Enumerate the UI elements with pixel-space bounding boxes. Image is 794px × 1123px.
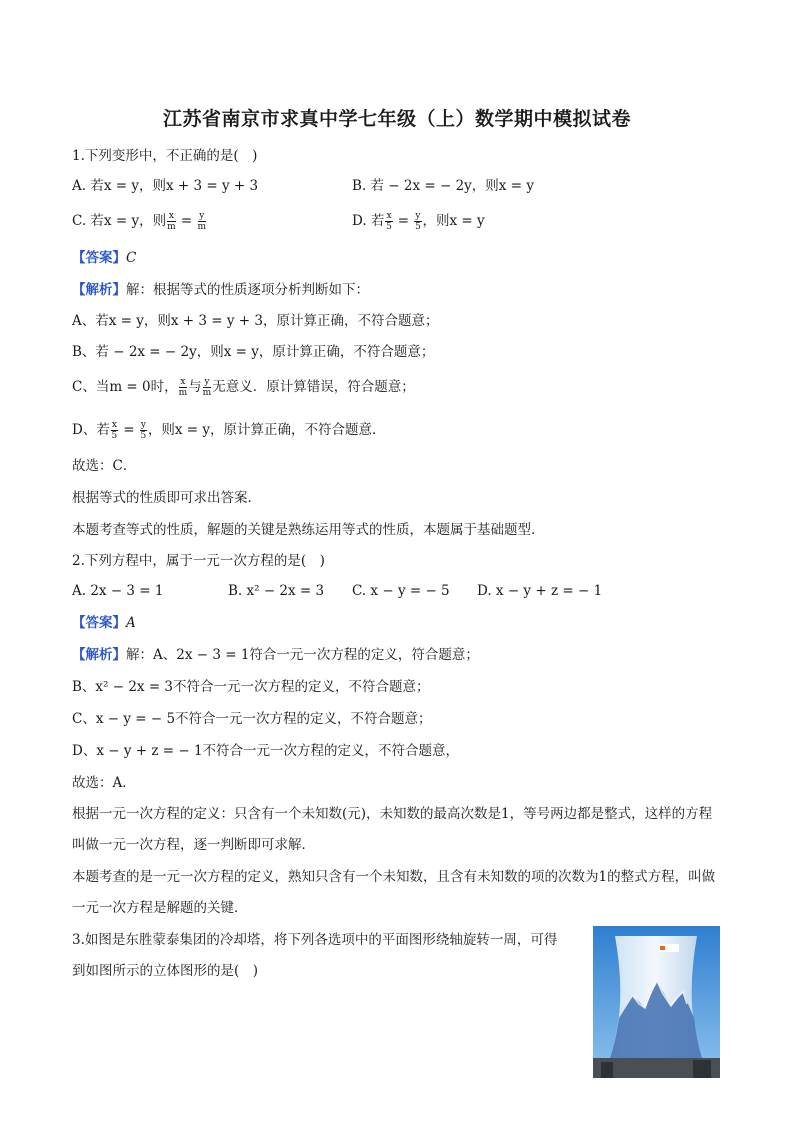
q2-choice: 故选：A．: [72, 775, 136, 791]
q2-analysis-b: B、x² − 2x = 3不符合一元一次方程的定义，不符合题意；: [72, 679, 430, 695]
q1-option-a: A. 若x = y，则x + 3 = y + 3: [72, 178, 259, 194]
q1-stem: 1.下列变形中，不正确的是( ): [72, 148, 258, 164]
fraction: $\frac{y}{m}$: [202, 377, 212, 398]
q1-answer: [72, 248, 136, 268]
q1-analysis-a: A、若x = y，则x + 3 = y + 3，原计算正确，不符合题意；: [72, 313, 439, 329]
q1-option-b: B. 若 − 2x = − 2y，则x = y: [352, 178, 534, 194]
fraction: $\frac{y}{5}$: [415, 211, 421, 232]
fraction: $\frac{x}{m}$: [178, 377, 188, 398]
fraction: $\frac{x}{5}$: [386, 211, 392, 232]
q1-analysis-d: D、若 $\frac{x}{5}$ = $\frac{y}{5}$ ，则x = y，原计算正确，不符合题意．: [72, 420, 386, 441]
answer-tag: 【答案】: [72, 615, 126, 631]
fraction: $\frac{x}{m}$: [167, 211, 176, 232]
fraction: $\frac{y}{m}$: [197, 211, 207, 232]
fraction: $\frac{y}{5}$: [140, 420, 147, 441]
q2-analysis-d: D、x − y + z = − 1不符合一元一次方程的定义，不符合题意，: [72, 743, 460, 759]
answer-tag: 【答案】: [72, 250, 126, 266]
q2-summary-2: 本题考查的是一元一次方程的定义，熟知只含有一个未知数，且含有未知数的项的次数为1的整式方程，叫做一元一次方程是解题的关键．: [72, 869, 716, 916]
fraction: $\frac{x}{5}$: [111, 420, 118, 441]
q2-summary-1: 根据一元一次方程的定义：只含有一个未知数(元)，未知数的最高次数是1，等号两边都是整式，这样的方程叫做一元一次方程，逐一判断即可求解．: [72, 806, 713, 853]
q1-analysis-b: B、若 − 2x = − 2y，则x = y，原计算正确，不符合题意；: [72, 344, 435, 360]
page-title: 江苏省南京市求真中学七年级（上）数学期中模拟试卷: [162, 108, 631, 130]
q1-summary-2: 本题考查等式的性质，解题的关键是熟练运用等式的性质，本题属于基础题型．: [72, 522, 545, 538]
cooling-tower-image: [593, 926, 720, 1078]
q3-stem-line2: 到如图所示的立体图形的是( ): [72, 963, 259, 979]
q2-stem: 2.下列方程中，属于一元一次方程的是( ): [72, 553, 325, 569]
q1-options-row1: [72, 176, 258, 196]
q1-summary-1: 根据等式的性质即可求出答案．: [72, 490, 261, 506]
q1-analysis-c: C、当m = 0时， $\frac{x}{m}$ 与 $\frac{y}{m}$ 无意义．原计算错误，符合题意；: [72, 377, 415, 398]
q1-option-d: D. 若 $\frac{x}{5}$ = $\frac{y}{5}$ ，则x = y: [352, 211, 485, 232]
analysis-tag: 【解析】: [72, 647, 126, 663]
q2-option-d: D. x − y + z = − 1: [477, 583, 603, 599]
q2-option-a: A. 2x − 3 = 1: [72, 583, 164, 599]
analysis-tag: 【解析】: [72, 282, 126, 298]
q1-choice: 故选：C．: [72, 458, 137, 474]
q2-option-c: C. x − y = − 5: [352, 583, 450, 599]
q1-option-c: C. 若x = y，则 $\frac{x}{m}$ = $\frac{y}{m}$: [72, 211, 207, 232]
q2-option-b: B. x² − 2x = 3: [228, 583, 325, 599]
q3-stem-line1: 3.如图是东胜蒙泰集团的冷却塔，将下列各选项中的平面图形绕轴旋转一周，可得: [72, 932, 558, 948]
q1-analysis-intro: 【解析】解：根据等式的性质逐项分析判断如下：: [72, 282, 369, 298]
q2-analysis-c: C、x − y = − 5不符合一元一次方程的定义，不符合题意；: [72, 711, 432, 727]
q2-answer: [72, 613, 136, 633]
answer-value: A: [126, 615, 136, 631]
q2-analysis-a: 【解析】解：A、2x − 3 = 1符合一元一次方程的定义，符合题意；: [72, 647, 479, 663]
answer-value: C: [126, 250, 137, 266]
